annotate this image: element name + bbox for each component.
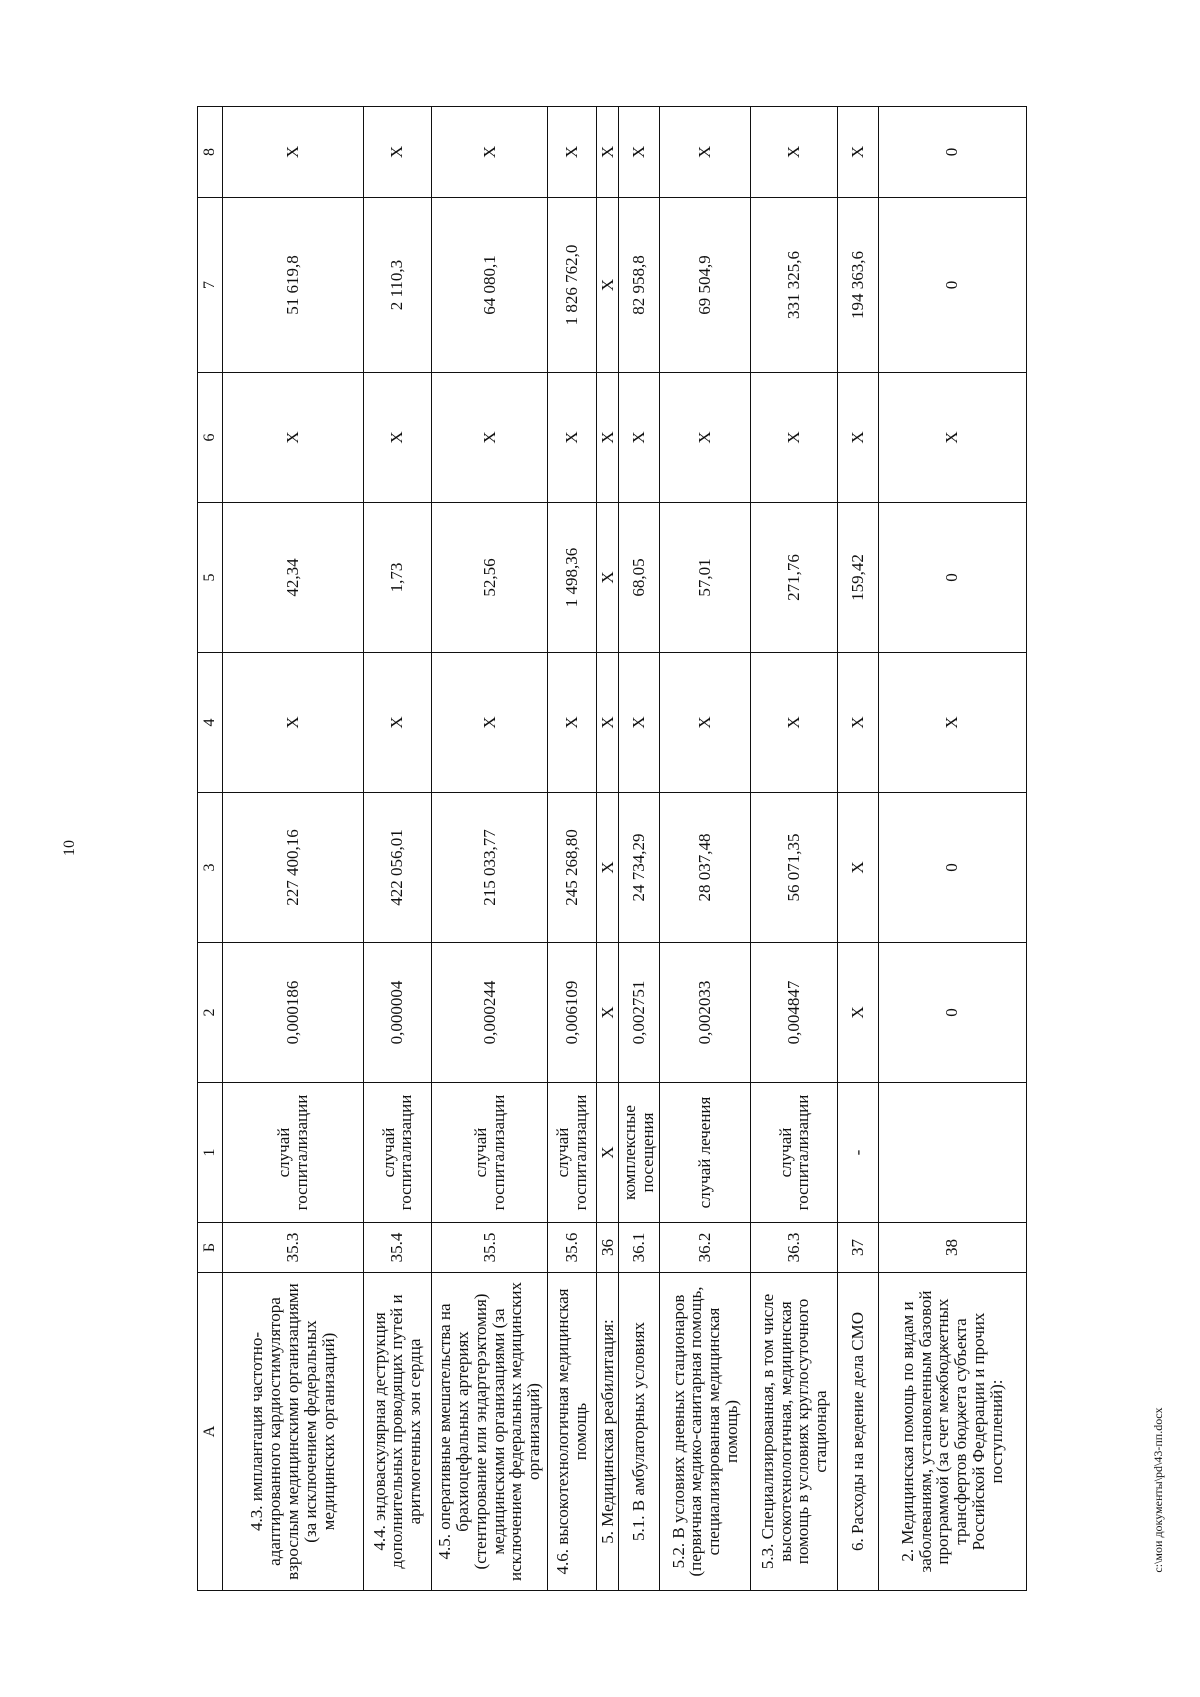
table-cell: комплексные посещения [619, 1083, 660, 1223]
table-cell: 1 498,36 [548, 503, 597, 653]
row-label-cell: 6. Расходы на ведение дела СМО [838, 1273, 878, 1591]
table-cell: 35.4 [363, 1223, 431, 1273]
table-cell: 0 [878, 107, 1026, 198]
row-label-cell: 5.3. Специализированная, в том числе высокотехнологичная, медицинская помощь в условиях круглосуточного стационара [751, 1273, 838, 1591]
table-cell: 0,004847 [751, 943, 838, 1083]
table-cell: Х [597, 653, 619, 793]
table-cell: 422 056,01 [363, 793, 431, 943]
table-cell: Х [838, 653, 878, 793]
header-cell: 1 [198, 1083, 223, 1223]
table-cell: 52,56 [431, 503, 548, 653]
table-cell: 1 826 762,0 [548, 198, 597, 373]
table-cell: Х [597, 373, 619, 503]
table-cell: Х [597, 793, 619, 943]
table-cell: 0,000244 [431, 943, 548, 1083]
table-cell: 68,05 [619, 503, 660, 653]
table-cell: Х [597, 198, 619, 373]
table-cell: 331 325,6 [751, 198, 838, 373]
table-cell: Х [751, 373, 838, 503]
table-row [838, 107, 878, 1591]
header-cell: А [198, 1273, 223, 1591]
table-cell: Х [619, 107, 660, 198]
table-cell: 38 [878, 1223, 1026, 1273]
table-cell: 35.3 [223, 1223, 364, 1273]
table-cell: Х [223, 373, 364, 503]
table-cell: 194 363,6 [838, 198, 878, 373]
table-cell: 271,76 [751, 503, 838, 653]
table-cell: Х [660, 107, 751, 198]
table-cell: Х [838, 373, 878, 503]
row-label-cell: 2. Медицинская помощь по видам и заболеваниям, установленным базовой программой (за счет межбюджетных трансфертов бюджета субъекта Российской Федерации и прочих поступлений): [878, 1273, 1026, 1591]
table-cell: Х [363, 107, 431, 198]
data-table [197, 106, 1027, 1591]
header-cell: 7 [198, 198, 223, 373]
table-cell: 69 504,9 [660, 198, 751, 373]
row-label-cell: 4.5. оперативные вмешательства на брахиоцефальных артериях (стентирование или эндартерэктомия) медицинскими организациями (за исключением федеральных медицинских организаций) [431, 1273, 548, 1591]
table-cell: Х [548, 107, 597, 198]
row-label-cell: 5.1. В амбулаторных условиях [619, 1273, 660, 1591]
table-cell: 0,002033 [660, 943, 751, 1083]
table-cell: Х [838, 943, 878, 1083]
row-label-cell: 4.4. эндоваскулярная деструкция дополнительных проводящих путей и аритмогенных зон сердца [363, 1273, 431, 1591]
table-cell: Х [431, 107, 548, 198]
table-container [197, 107, 1027, 1591]
table-cell: Х [660, 373, 751, 503]
table-cell: 37 [838, 1223, 878, 1273]
header-cell: 8 [198, 107, 223, 198]
table-cell: случай лечения [660, 1083, 751, 1223]
table-cell: 0 [878, 793, 1026, 943]
footer-file-path: c:\мои документы\pd\43-пп.docx [1151, 1407, 1165, 1573]
table-cell: 64 080,1 [431, 198, 548, 373]
table-row [223, 107, 364, 1591]
table-row [363, 107, 431, 1591]
table-cell: 0,000186 [223, 943, 364, 1083]
table-cell: 215 033,77 [431, 793, 548, 943]
table-cell: 227 400,16 [223, 793, 364, 943]
table-row [660, 107, 751, 1591]
table-cell: 42,34 [223, 503, 364, 653]
table-cell: Х [619, 373, 660, 503]
table-cell: Х [548, 653, 597, 793]
table-cell: 35.6 [548, 1223, 597, 1273]
table-cell: Х [597, 943, 619, 1083]
table-cell: Х [660, 653, 751, 793]
header-cell: 2 [198, 943, 223, 1083]
table-cell: Х [597, 107, 619, 198]
page-number: 10 [61, 840, 78, 856]
table-cell: Х [223, 107, 364, 198]
table-cell [878, 1083, 1026, 1223]
table-cell: 36.3 [751, 1223, 838, 1273]
table-cell: - [838, 1083, 878, 1223]
row-label-cell: 4.3. имплантация частотно-адаптированного кардиостимулятора взрослым медицинскими организациями (за исключением федеральных медицинских организаций) [223, 1273, 364, 1591]
table-row [431, 107, 548, 1591]
table-cell: Х [363, 653, 431, 793]
table-cell: Х [751, 107, 838, 198]
table-cell: Х [223, 653, 364, 793]
table-cell: 36 [597, 1223, 619, 1273]
header-cell: 6 [198, 373, 223, 503]
table-cell: 245 268,80 [548, 793, 597, 943]
header-cell: 5 [198, 503, 223, 653]
table-row [548, 107, 597, 1591]
table-row [619, 107, 660, 1591]
table-cell: Х [548, 373, 597, 503]
table-cell: случай госпитализации [223, 1083, 364, 1223]
table-cell: Х [363, 373, 431, 503]
table-cell: Х [838, 793, 878, 943]
table-cell: 57,01 [660, 503, 751, 653]
table-cell: случай госпитализации [751, 1083, 838, 1223]
table-cell: Х [878, 373, 1026, 503]
table-cell: 36.2 [660, 1223, 751, 1273]
table-row [878, 107, 1026, 1591]
table-cell: 0 [878, 198, 1026, 373]
table-cell: Х [838, 107, 878, 198]
table-cell: 0,006109 [548, 943, 597, 1083]
table-row [597, 107, 619, 1591]
table-cell: Х [597, 503, 619, 653]
header-cell: 3 [198, 793, 223, 943]
table-cell: Х [619, 653, 660, 793]
table-cell: 28 037,48 [660, 793, 751, 943]
table-cell: 35.5 [431, 1223, 548, 1273]
table-cell: Х [878, 653, 1026, 793]
table-cell: 0 [878, 503, 1026, 653]
table-cell: 51 619,8 [223, 198, 364, 373]
table-cell: 56 071,35 [751, 793, 838, 943]
row-label-cell: 4.6. высокотехнологичная медицинская помощь [548, 1273, 597, 1591]
table-cell: 0 [878, 943, 1026, 1083]
table-cell: 1,73 [363, 503, 431, 653]
table-cell: Х [431, 653, 548, 793]
table-cell: Х [751, 653, 838, 793]
table-cell: 36.1 [619, 1223, 660, 1273]
table-cell: Х [597, 1083, 619, 1223]
row-label-cell: 5.2. В условиях дневных стационаров (первичная медико-санитарная помощь, специализированная медицинская помощь) [660, 1273, 751, 1591]
table-cell: 24 734,29 [619, 793, 660, 943]
table-row [751, 107, 838, 1591]
table-cell: 2 110,3 [363, 198, 431, 373]
table-cell: случай госпитализации [363, 1083, 431, 1223]
table-cell: 0,002751 [619, 943, 660, 1083]
header-cell: 4 [198, 653, 223, 793]
table-cell: случай госпитализации [431, 1083, 548, 1223]
row-label-cell: 5. Медицинская реабилитация: [597, 1273, 619, 1591]
table-cell: 159,42 [838, 503, 878, 653]
table-cell: 82 958,8 [619, 198, 660, 373]
table-header-row [198, 107, 223, 1591]
table-cell: 0,000004 [363, 943, 431, 1083]
header-cell: Б [198, 1223, 223, 1273]
table-cell: Х [431, 373, 548, 503]
table-cell: случай госпитализации [548, 1083, 597, 1223]
